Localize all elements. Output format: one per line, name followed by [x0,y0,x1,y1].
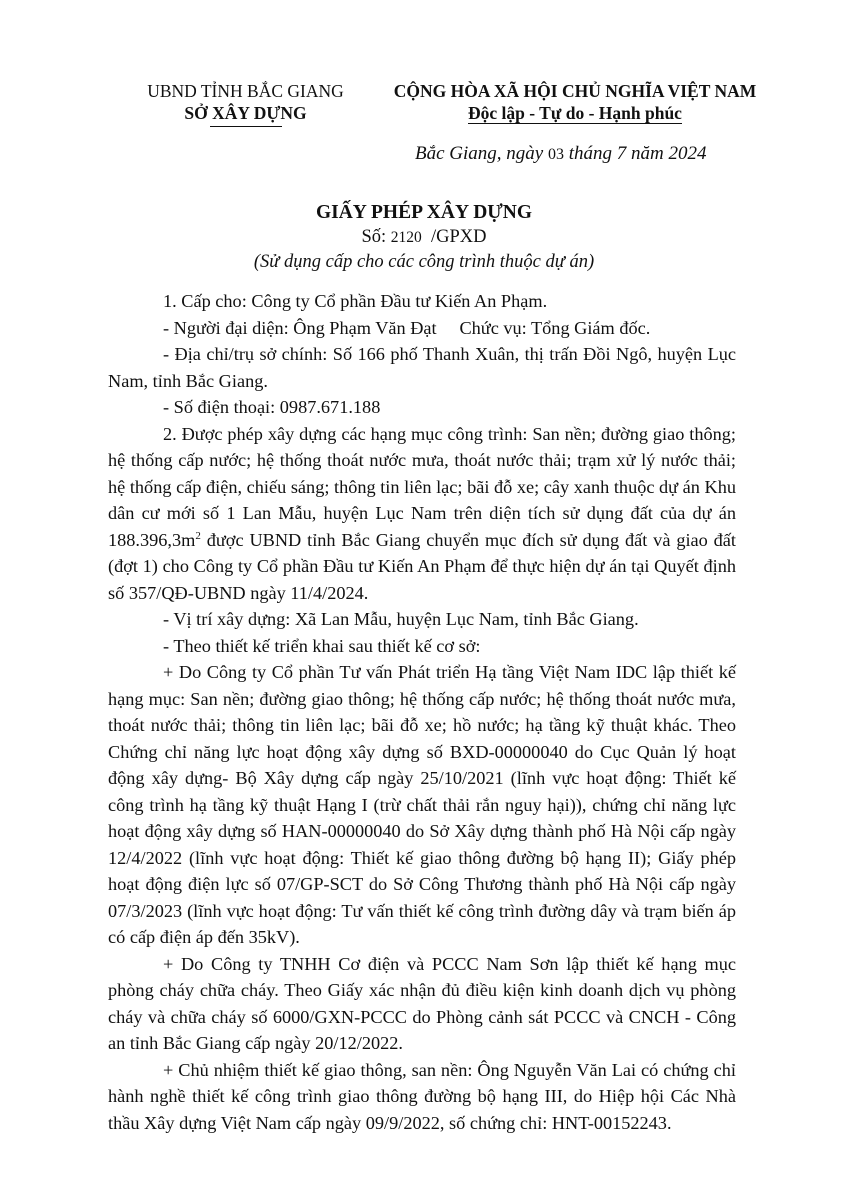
paragraph-recipient: 1. Cấp cho: Công ty Cổ phần Đầu tư Kiến An Phạm. [163,291,548,311]
paragraph-permitted-items [108,421,736,607]
paragraph-chief-designer: + Chủ nhiệm thiết kế giao thông, san nền: Ông Nguyễn Văn Lai có chứng chỉ hành nghề thiết kế công trình giao thông đường bộ hạng III, do Hiệp hội Các Nhà thầu Xây dựng Việt Nam cấp ngày 09/9/2022, số chứng chỉ: HNT-00152243. [108,1059,736,1133]
national-title-block [375,80,775,124]
paragraph-phone: - Số điện thoại: 0987.671.188 [163,397,381,417]
paragraph-address: - Địa chỉ/trụ sở chính: Số 166 phố Thanh Xuân, thị trấn Đồi Ngô, huyện Lục Nam, tỉnh Bắc Giang. [108,344,736,391]
paragraph-design-basis: - Theo thiết kế triển khai sau thiết kế cơ sở: [163,635,481,656]
national-motto: Độc lập - Tự do - Hạnh phúc [468,103,682,123]
date-day: 03 [547,146,564,163]
department-name: SỞ XÂY DỰNG [184,103,307,123]
permitted-items-text: 2. Được phép xây dựng các hạng mục công trình: San nền; đường giao thông; hệ thống cấp nước; hệ thống thoát nước mưa, thoát nước thải; trạm xử lý nước thải; hệ thống cấp điện, chiếu sáng; thông tin liên lạc; bãi đỗ xe; cây xanh thuộc dự án Khu dân cư mới số 1 Lan Mẫu, huyện Lục Nam trên diện tích sử dụng đất của dự án 188.396,3m [108,423,736,550]
document-subtitle: (Sử dụng cấp cho các công trình thuộc dự án) [253,252,595,272]
number-suffix: /GPXD [431,227,487,247]
issuing-authority-block [138,80,353,127]
date-prefix: Bắc Giang, ngày [415,143,544,164]
number-value: 2120 [390,229,422,246]
paragraph-design-company-namson: + Do Công ty TNHH Cơ điện và PCCC Nam Sơn lập thiết kế hạng mục phòng cháy chữa cháy. Theo Giấy xác nhận đủ điều kiện kinh doanh dịch vụ phòng cháy và chữa cháy số 6000/GXN-PCCC do Phòng cảnh sát PCCC và CNCH - Công an tỉnh Bắc Giang cấp ngày 20/12/2022. [108,953,736,1053]
permitted-items-text-cont: được UBND tỉnh Bắc Giang chuyển mục đích sử dụng đất và giao đất (đợt 1) cho Công ty Cổ phần Đầu tư Kiến An Phạm để thực hiện dự án tại Quyết định số 357/QĐ-UBND ngày 11/4/2024. [108,529,736,603]
document-number [0,226,848,249]
document-body [108,288,736,1136]
authority-name: UBND TỈNH BẮC GIANG [147,81,344,101]
area-unit-superscript: 2 [195,529,201,542]
document-title: GIẤY PHÉP XÂY DỰNG [315,202,533,223]
department-underline [210,126,282,127]
paragraph-location: - Vị trí xây dựng: Xã Lan Mẫu, huyện Lục Nam, tỉnh Bắc Giang. [163,609,639,629]
paragraph-design-company-idc: + Do Công ty Cổ phần Tư vấn Phát triển Hạ tầng Việt Nam IDC lập thiết kế hạng mục: San nền; đường giao thông; hệ thống cấp nước; hệ thống thoát nước mưa, thoát nước thải; thông tin liên lạc; bãi đỗ xe; hồ nước; hạ tầng kỹ thuật khác. Theo Chứng chỉ năng lực hoạt động xây dựng số BXD-00000040 do Cục Quản lý hoạt động xây dựng- Bộ Xây dựng cấp ngày 25/10/2021 (lĩnh vực hoạt động: Thiết kế công trình hạ tầng kỹ thuật Hạng I (trừ chất thải rắn nguy hại)), chứng chỉ năng lực hoạt động xây dựng số HAN-00000040 do Sở Xây dựng thành phố Hà Nội cấp ngày 12/4/2022 (lĩnh vực hoạt động: Thiết kế giao thông đường bộ hạng II); Giấy phép hoạt động điện lực số 07/GP-SCT do Sở Công Thương thành phố Hà Nội cấp ngày 07/3/2023 (lĩnh vực hoạt động: Tư vấn thiết kế công trình đường dây và trạm biến áp có cấp điện áp đến 35kV). [108,662,736,947]
number-prefix: Số: [361,227,387,247]
document-title-block [0,200,848,275]
issue-date [415,143,755,165]
date-suffix: tháng 7 năm 2024 [568,143,707,164]
country-name: CỘNG HÒA XÃ HỘI CHỦ NGHĨA VIỆT NAM [393,81,757,101]
paragraph-representative: - Người đại diện: Ông Phạm Văn Đạt Chức vụ: Tổng Giám đốc. [163,317,651,338]
